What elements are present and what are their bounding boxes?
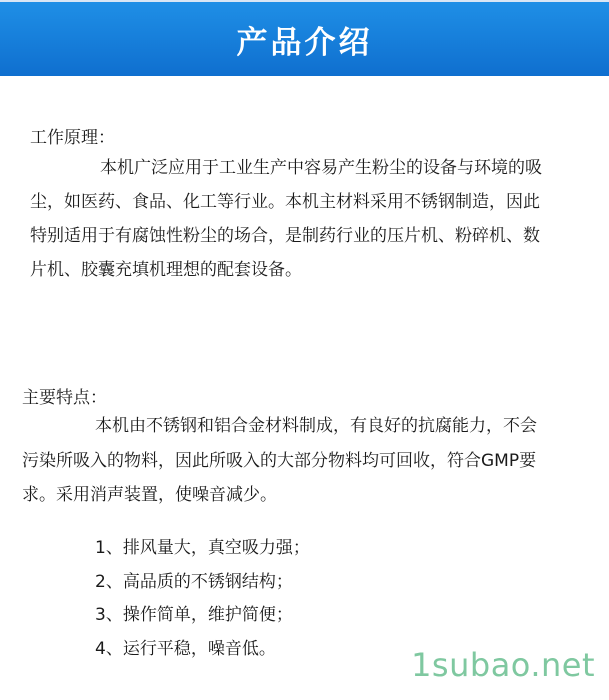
features-line-3: 求。采用消声装置，使噪音减少。 xyxy=(22,485,277,505)
principle-line-3: 特别适用于有腐蚀性粉尘的场合，是制药行业的压片机、粉碎机、数 xyxy=(30,226,540,246)
features-line-2: 污染所吸入的物料，因此所吸入的大部分物料均可回收，符合GMP要 xyxy=(22,451,537,471)
feature-item-2: 2、高品质的不锈钢结构； xyxy=(95,572,293,592)
feature-item-1: 1、排风量大，真空吸力强； xyxy=(95,538,310,558)
features-line-1: 本机由不锈钢和铝合金材料制成，有良好的抗腐能力，不会 xyxy=(95,416,537,436)
feature-item-4: 4、运行平稳，噪音低。 xyxy=(95,639,276,659)
feature-item-3: 3、操作简单，维护简便； xyxy=(95,605,293,625)
principle-line-1: 本机广泛应用于工业生产中容易产生粉尘的设备与环境的吸 xyxy=(100,158,542,178)
main-features-heading: 主要特点： xyxy=(22,388,107,408)
page-title: 产品介绍 xyxy=(236,24,373,61)
principle-line-4: 片机、胶囊充填机理想的配套设备。 xyxy=(30,260,302,280)
header-banner xyxy=(0,0,609,76)
working-principle-heading: 工作原理： xyxy=(30,128,115,148)
principle-line-2: 尘，如医药、食品、化工等行业。本机主材料采用不锈钢制造，因此 xyxy=(30,192,540,212)
watermark: 1subao.net xyxy=(411,646,595,684)
